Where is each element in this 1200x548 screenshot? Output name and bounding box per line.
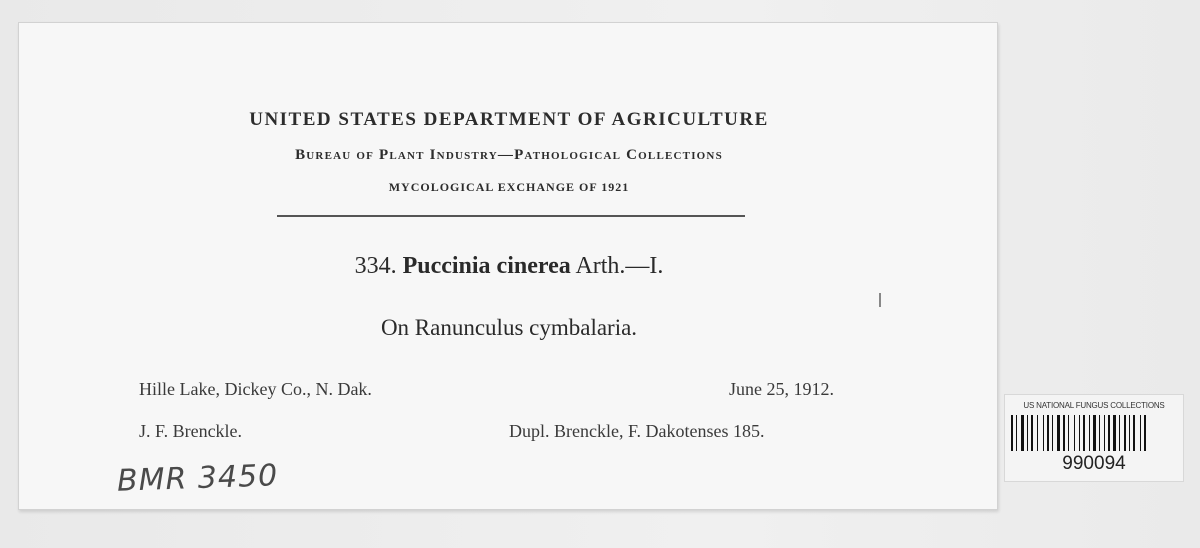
barcode-number: 990094: [1062, 453, 1126, 474]
species-authority: Arth.—I.: [575, 253, 664, 279]
host-line: On Ranunculus cymbalaria.: [380, 315, 638, 340]
header-divider: [277, 215, 745, 217]
specimen-label: [18, 22, 998, 510]
department-heading: UNITED STATES DEPARTMENT OF AGRICULTURE: [249, 109, 769, 130]
bureau-heading: Bureau of Plant Industry—Pathological Collections: [295, 147, 723, 163]
barcode-tag: [1004, 394, 1184, 482]
duplicate-reference: Dupl. Brenckle, F. Dakotenses 185.: [509, 421, 765, 441]
pencil-mark: [879, 293, 881, 307]
species-name: Puccinia cinerea: [402, 253, 571, 279]
locality-text: Hille Lake, Dickey Co., N. Dak.: [139, 379, 372, 399]
barcode-icon: [1011, 415, 1177, 451]
species-line: [39, 253, 979, 280]
collection-date: June 25, 1912.: [729, 379, 834, 399]
collector-name: J. F. Brenckle.: [139, 421, 243, 441]
exchange-heading: MYCOLOGICAL EXCHANGE OF 1921: [388, 180, 630, 194]
barcode-title: US NATIONAL FUNGUS COLLECTIONS: [1023, 401, 1165, 410]
specimen-number: 334.: [354, 253, 397, 279]
handwritten-accession: BMR 3450: [116, 458, 279, 499]
